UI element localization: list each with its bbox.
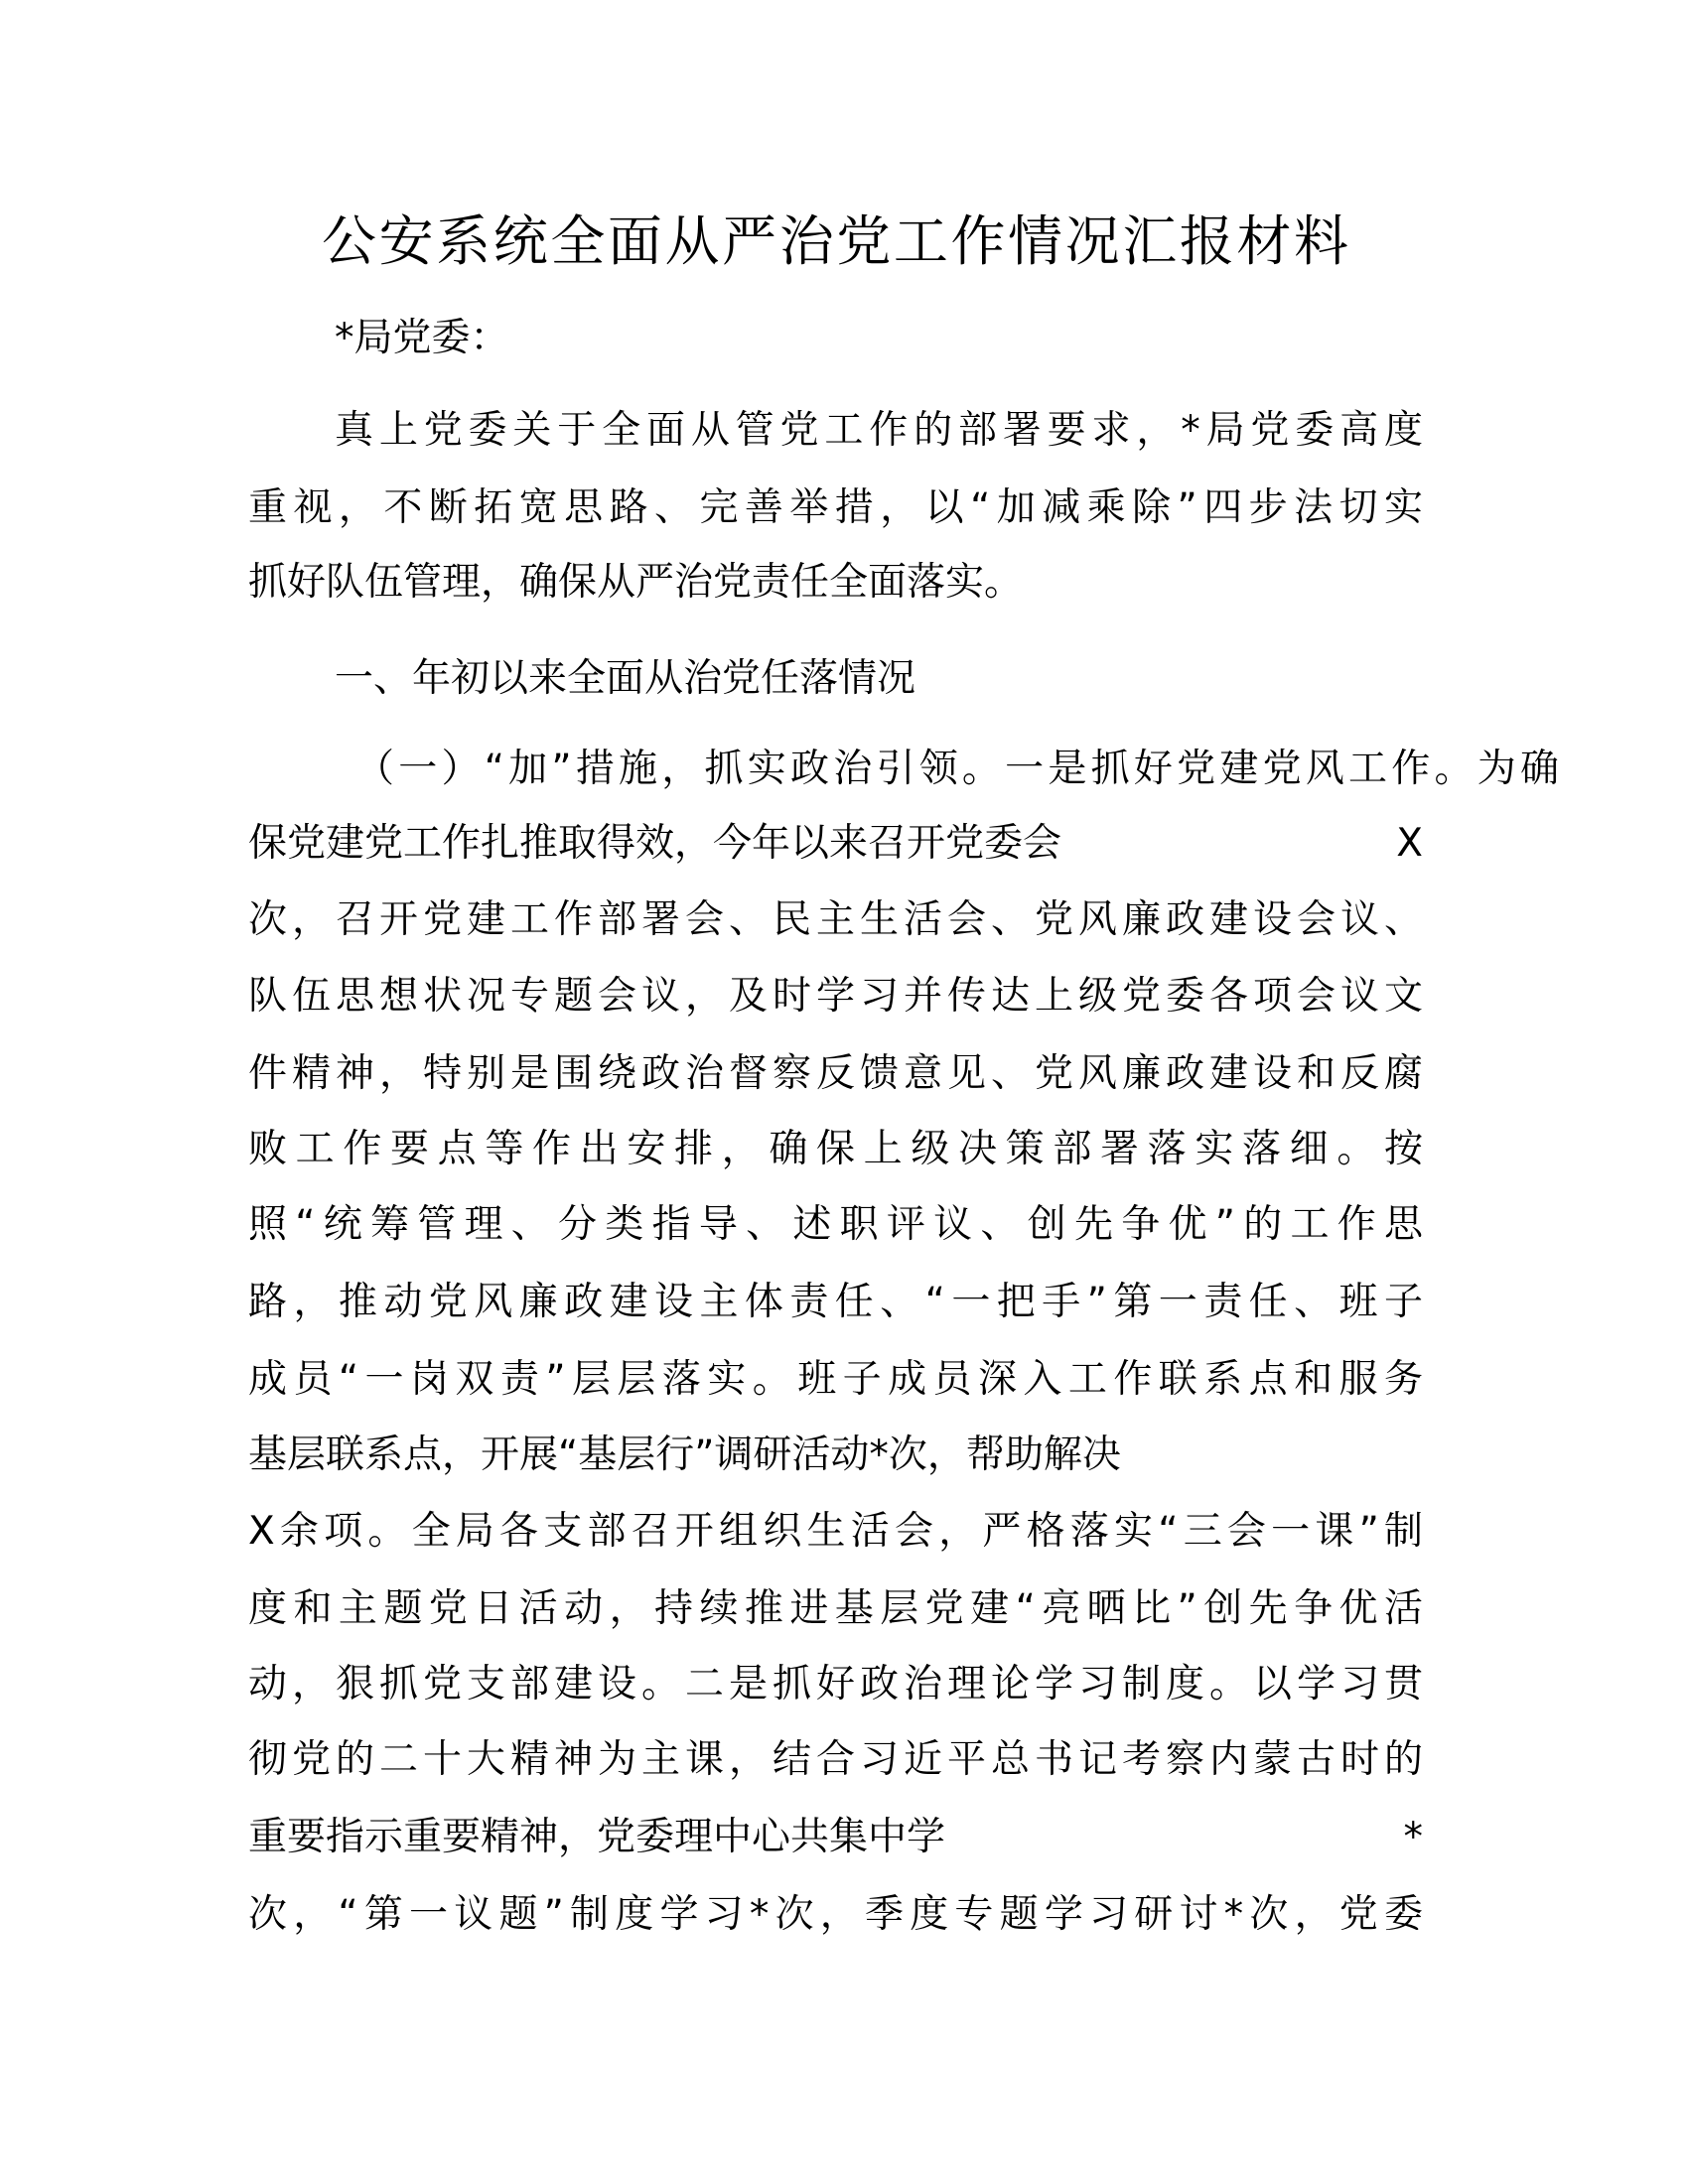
line-text: 抓好队伍管理，确保从严治党责任全面落实。 (248, 560, 1024, 605)
line-text: （一）“加”措施，抓实政治引领。一是抓好党建党风工作。为确 (355, 747, 1559, 791)
line-text: X余项。全局各支部召开组织生活会，严格落实“三会一课”制 (248, 1509, 1423, 1554)
line-text: 动，狠抓党支部建设。二是抓好政治理论学习制度。以学习贯 (248, 1662, 1423, 1706)
body-line (248, 544, 1023, 620)
line-text: 败工作要点等作出安排，确保上级决策部署落实落细。按 (248, 1127, 1423, 1171)
line-text: 基层联系点，开展“基层行”调研活动*次，帮助解决 (248, 1433, 1121, 1477)
body-line (248, 1417, 1121, 1493)
body-line (248, 805, 1423, 882)
line-text: 重要指示重要精神，党委理中心共集中学 (248, 1815, 946, 1859)
line-text: 队伍思想状况专题会议，及时学习并传达上级党委各项会议文 (248, 974, 1423, 1019)
body-line (248, 1111, 1423, 1187)
line-text: 次，“第一议题”制度学习*次，季度专题学习研讨*次，党委 (248, 1892, 1423, 1937)
body-line (335, 392, 1423, 469)
section-heading (335, 640, 915, 717)
body-line (248, 1721, 1423, 1798)
line-text: 彻党的二十大精神为主课，结合习近平总书记考察内蒙古时的 (248, 1737, 1423, 1782)
body-line (248, 1186, 1423, 1263)
line-text: 照“统筹管理、分类指导、述职评议、创先争优”的工作思 (248, 1202, 1423, 1247)
line-text: 真上党委关于全面从管党工作的部署要求，*局党委高度 (335, 408, 1423, 453)
body-line (248, 1035, 1423, 1112)
line-text: 保党建党工作扎推取得效，今年以来召开党委会 (248, 821, 1062, 866)
line-text: 度和主题党日活动，持续推进基层党建“亮晒比”创先争优活 (248, 1586, 1423, 1631)
line-text: 重视，不断拓宽思路、完善举措，以“加减乘除”四步法切实 (248, 485, 1423, 530)
body-line (248, 1570, 1423, 1647)
line-text: 件精神，特别是围绕政治督察反馈意见、党风廉政建设和反腐 (248, 1051, 1423, 1096)
body-line (248, 958, 1423, 1034)
line-right-text: X (1396, 821, 1423, 866)
line-text: 次，召开党建工作部署会、民主生活会、党风廉政建设会议、 (248, 897, 1423, 942)
line-text: 一、年初以来全面从治党任落情况 (335, 656, 916, 701)
body-line (248, 882, 1423, 958)
body-line (248, 1799, 1423, 1875)
body-line (248, 1646, 1423, 1722)
body-line (248, 470, 1423, 546)
document-title: 公安系统全面从严治党工作情况汇报材料 (322, 209, 1348, 273)
body-line (355, 731, 1559, 807)
salutation: *局党委： (335, 316, 509, 360)
body-line (248, 1341, 1423, 1418)
line-right-text: * (1403, 1815, 1423, 1859)
body-line (248, 1264, 1423, 1340)
line-text: 成员“一岗双责”层层落实。班子成员深入工作联系点和服务 (248, 1357, 1423, 1402)
body-line (248, 1493, 1423, 1570)
line-text: 路，推动党风廉政建设主体责任、“一把手”第一责任、班子 (248, 1280, 1423, 1324)
body-line (248, 1876, 1423, 1953)
